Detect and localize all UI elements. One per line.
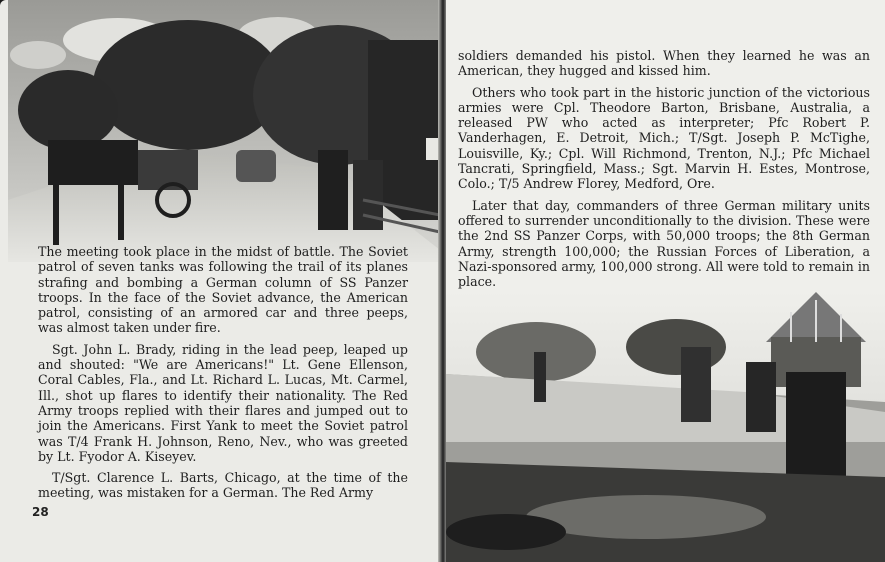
left-text-column	[38, 244, 408, 507]
paragraph: Later that day, commanders of three German military units offered to surrender unconditionally to the division. These were the 2nd SS Panzer Corps, with 50,000 troops; the 8th German Army, strength 100,000; the Russian Forces of Liberation, a Nazi-sponsored army, 100,000 strong. All were told to remain in place.	[458, 197, 870, 290]
paragraph: T/Sgt. Clarence L. Barts, Chicago, at the time of the meeting, was mistaken for a German. The Red Army	[38, 470, 408, 501]
left-page	[0, 0, 440, 562]
page-number: 28	[32, 505, 49, 519]
paragraph: Others who took part in the historic junction of the victorious armies were Cpl. Theodore Barton, Brisbane, Australia, a released PW who acted as interpreter; Pfc Robert P. Vanderhagen, E. Detroit, Mich.; T/Sgt. Joseph P. McTighe, Louisville, Ky.; Cpl. Will Richmond, Trenton, N.J.; Pfc Michael Tancrati, Springfield, Mass.; Sgt. Marvin H. Estes, Montrose, Colo.; T/5 Andrew Florey, Medford, Ore.	[458, 84, 870, 192]
paragraph: Sgt. John L. Brady, riding in the lead peep, leaped up and shouted: "We are Americans!" Lt. Gene Ellenson, Coral Cables, Fla., and Lt. Richard L. Lucas, Mt. Carmel, Ill., shot up flares to identify their nationality. The Red Army troops replied with their flares and jumped out to join the Americans. First Yank to meet the Soviet patrol was T/4 Frank H. Johnson, Reno, Nev., who was greeted by Lt. Fyodor A. Kiseyev.	[38, 341, 408, 464]
right-text-column	[458, 48, 870, 295]
paragraph: soldiers demanded his pistol. When they learned he was an American, they hugged and kissed him.	[458, 48, 870, 79]
paragraph: The meeting took place in the midst of battle. The Soviet patrol of seven tanks was following the trail of its planes strafing and bombing a German column of SS Panzer troops. In the face of the Soviet advance, the American patrol, consisting of an armored car and three peeps, was almost taken under fire.	[38, 244, 408, 336]
photo-horse-cart-street	[8, 0, 440, 262]
photo-village-field	[446, 292, 885, 562]
right-page	[446, 0, 885, 562]
